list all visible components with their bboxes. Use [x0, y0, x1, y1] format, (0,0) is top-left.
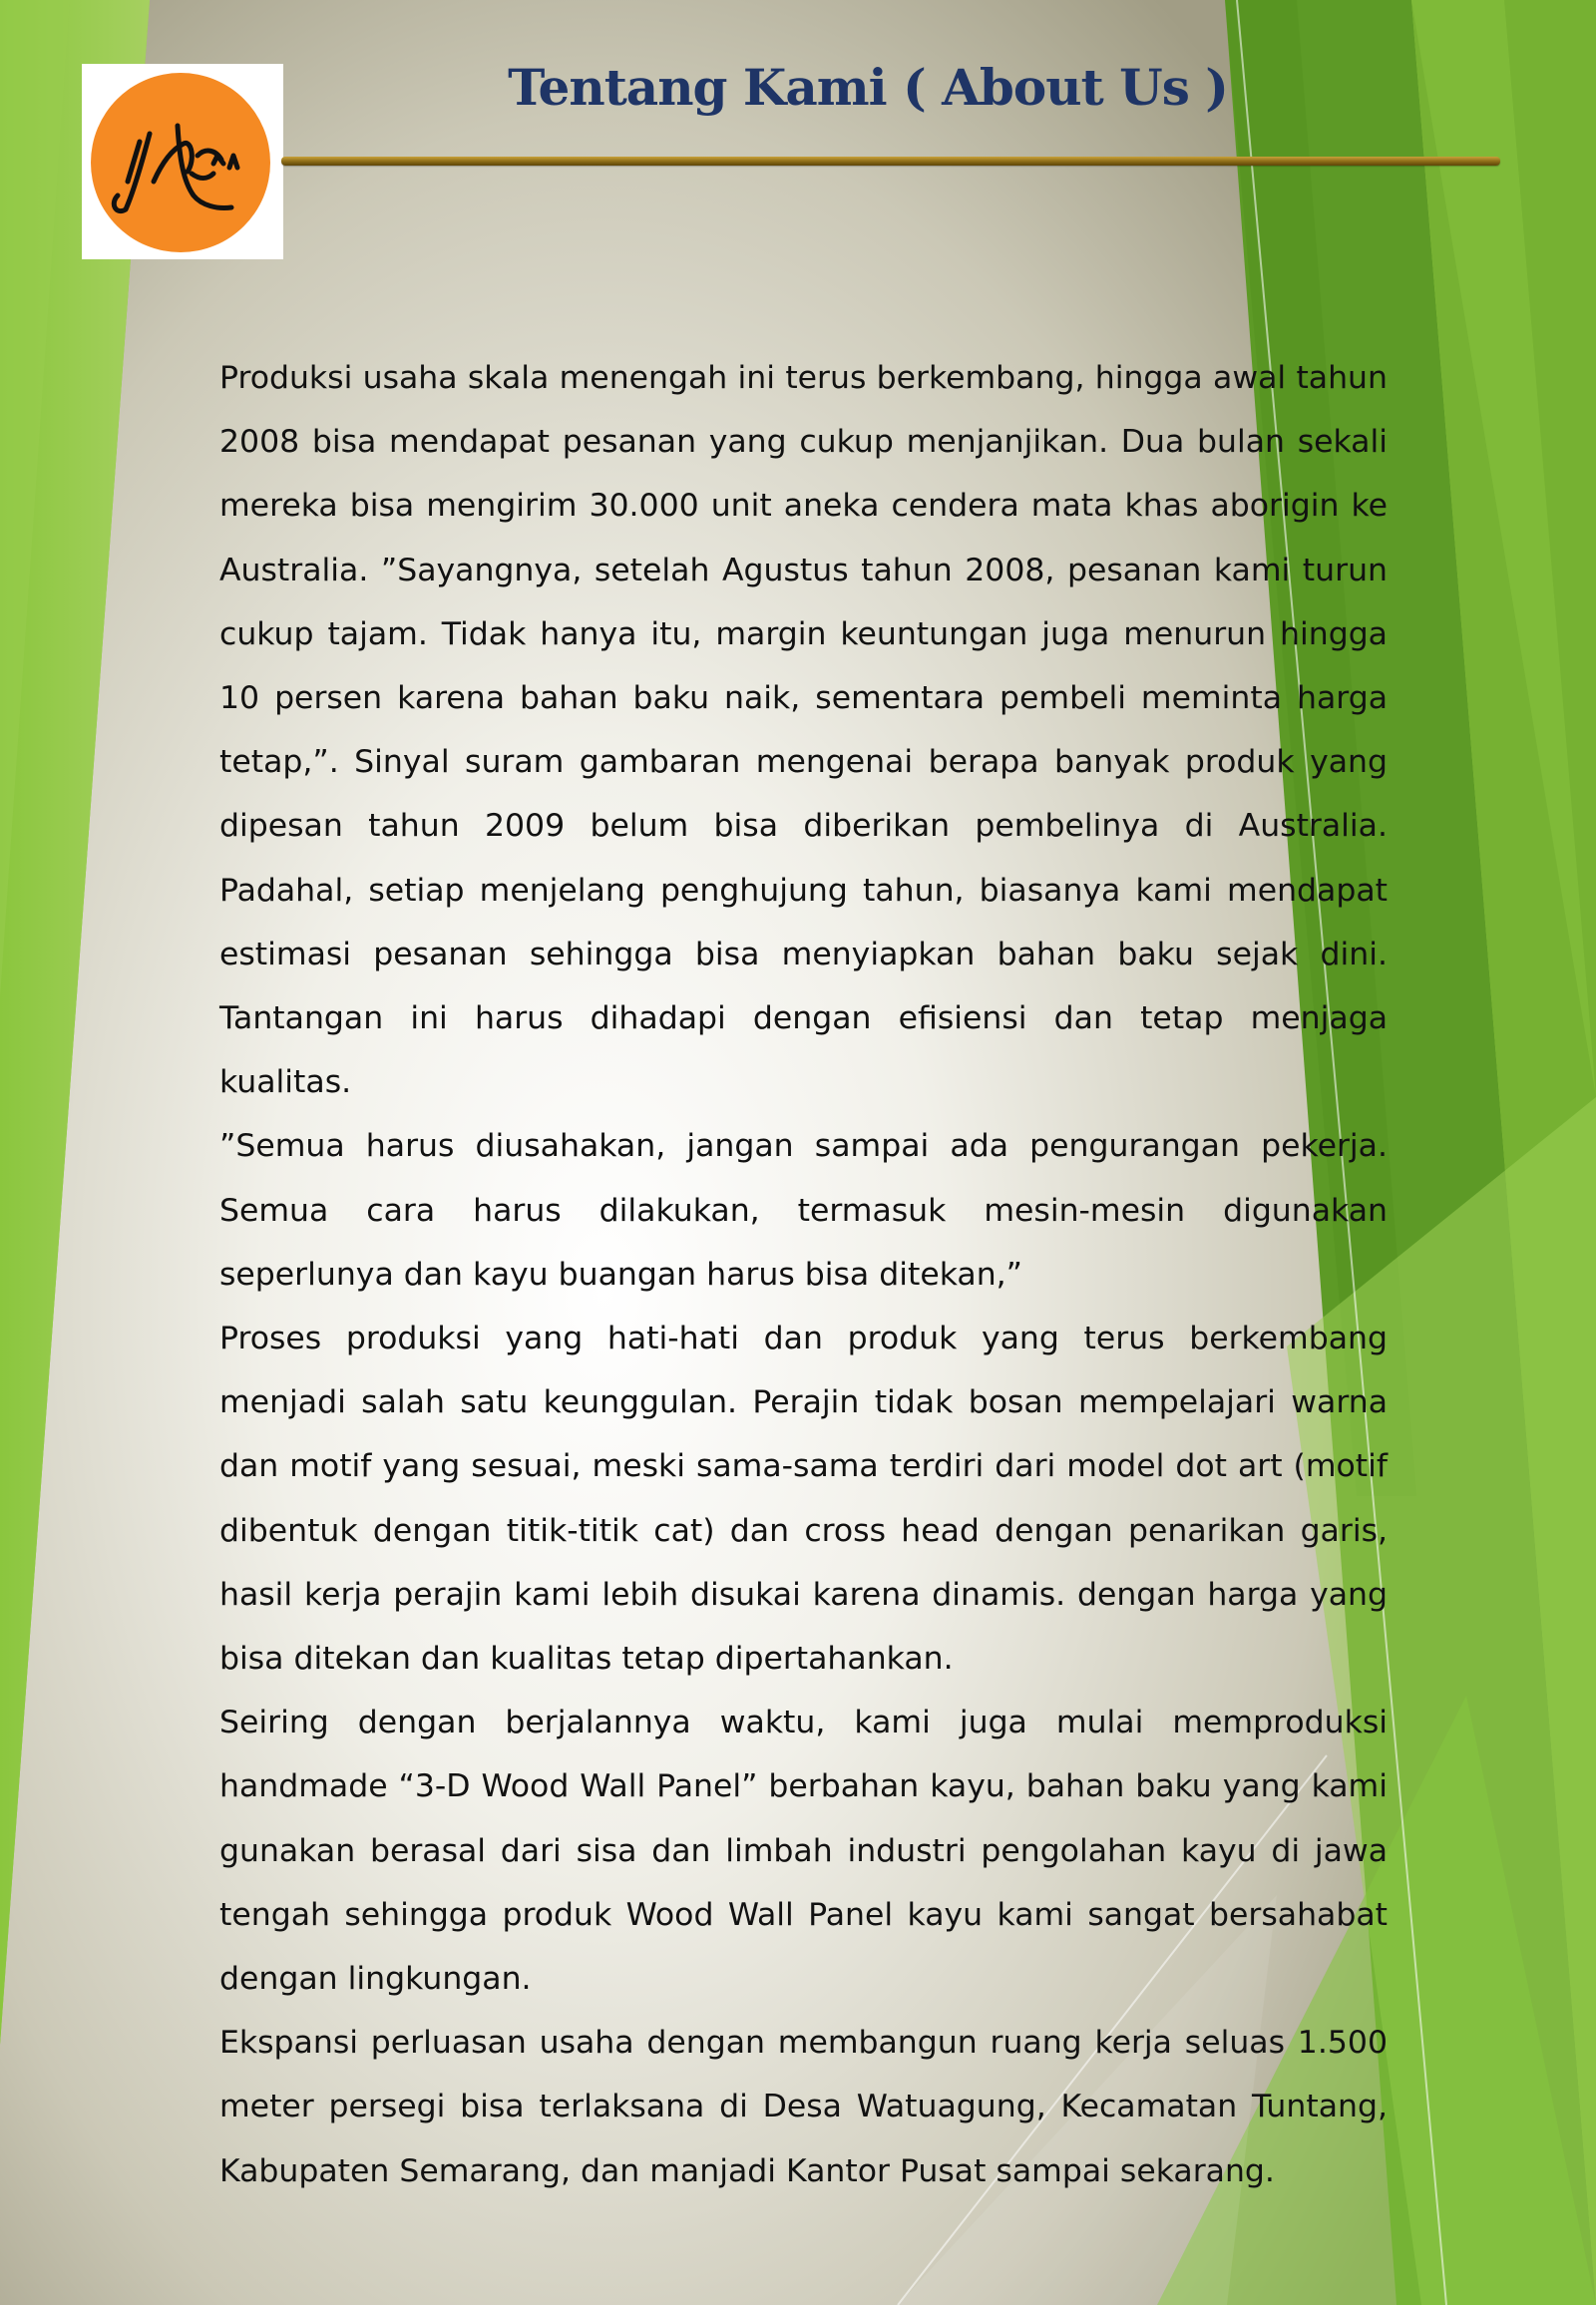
- title-divider: [281, 157, 1500, 166]
- kangaroo-logo-icon: [82, 64, 283, 259]
- company-logo: [82, 64, 283, 259]
- page-title: Tentang Kami ( About Us ): [508, 58, 1228, 117]
- paragraph: Produksi usaha skala menengah ini terus berkembang, hingga awal tahun 2008 bisa mendapat pesanan yang cukup menjanjikan. Dua bulan sekali mereka bisa mengirim 30.000 unit aneka cendera mata khas aborigin ke Australia. ”Sayangnya, setelah Agustus tahun 2008, pesanan kami turun cukup tajam. Tidak hanya itu, margin keuntungan juga menurun hingga 10 persen karena bahan baku naik, sementara pembeli meminta harga tetap,”. Sinyal suram gambaran mengenai berapa banyak produk yang dipesan tahun 2009 belum bisa diberikan pembelinya di Australia. Padahal, setiap menjelang penghujung tahun, biasanya kami mendapat estimasi pesanan sehingga bisa menyiapkan bahan baku sejak dini. Tantangan ini harus dihadapi dengan efisiensi dan tetap menjaga kualitas.: [219, 360, 1388, 1101]
- paragraph: Ekspansi perluasan usaha dengan membangun ruang kerja seluas 1.500 meter persegi bisa terlaksana di Desa Watuagung, Kecamatan Tuntang, Kabupaten Semarang, dan manjadi Kantor Pusat sampai sekarang.: [219, 2025, 1388, 2189]
- body-text: [219, 346, 1388, 2203]
- paragraph: Seiring dengan berjalannya waktu, kami juga mulai memproduksi handmade “3-D Wood Wall Panel” berbahan kayu, bahan baku yang kami gunakan berasal dari sisa dan limbah industri pengolahan kayu di jawa tengah sehingga produk Wood Wall Panel kayu kami sangat bersahabat dengan lingkungan.: [219, 1705, 1388, 1998]
- paragraph: ”Semua harus diusahakan, jangan sampai ada pengurangan pekerja. Semua cara harus dilakukan, termasuk mesin-mesin digunakan seperlunya dan kayu buangan harus bisa ditekan,”: [219, 1128, 1388, 1293]
- paragraph: Proses produksi yang hati-hati dan produk yang terus berkembang menjadi salah satu keunggulan. Perajin tidak bosan mempelajari warna dan motif yang sesuai, meski sama-sama terdiri dari model dot art (motif dibentuk dengan titik-titik cat) dan cross head dengan penarikan garis, hasil kerja perajin kami lebih disukai karena dinamis. dengan harga yang bisa ditekan dan kualitas tetap dipertahankan.: [219, 1321, 1388, 1678]
